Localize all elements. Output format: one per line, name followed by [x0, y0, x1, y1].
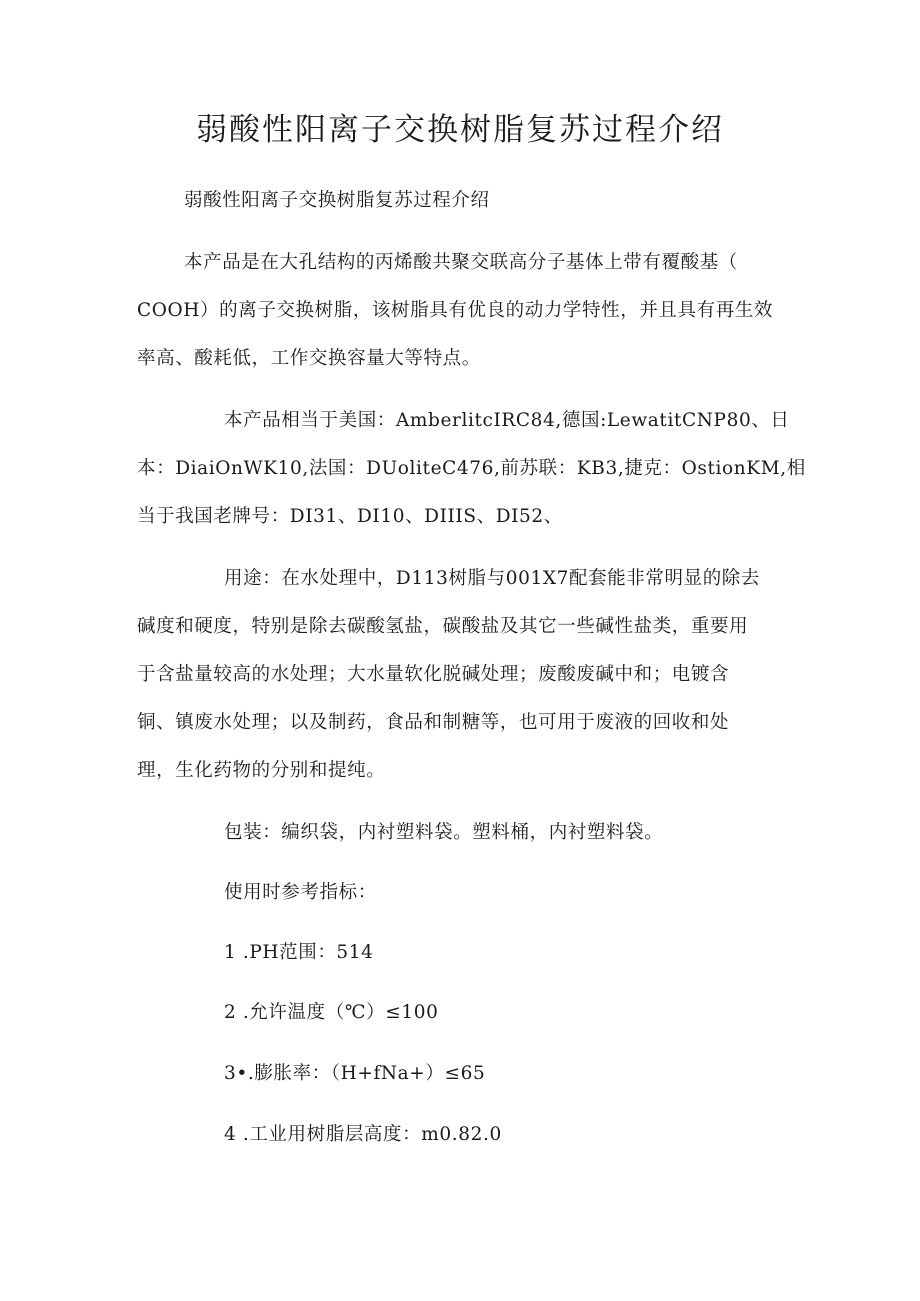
usage-line-5: 理，生化药物的分别和提纯。	[137, 760, 386, 781]
document-subtitle: 弱酸性阳离子交换树脂复苏过程介绍	[184, 190, 490, 211]
equivalents-line-2: 本：DiaiOnWK10,法国：DUoliteC476,前苏联：KB3,捷克：OstionKM,相	[137, 458, 806, 479]
equivalents-line-3: 当于我国老牌号：DI31、DI10、DIIIS、DI52、	[137, 506, 563, 527]
intro-line-2: COOH）的离子交换树脂，该树脂具有优良的动力学特性，并且具有再生效	[137, 300, 774, 321]
reference-heading: 使用时参考指标：	[224, 882, 377, 903]
indicator-item-4: 4 .工业用树脂层高度：m0.82.0	[224, 1124, 502, 1145]
intro-line-3: 率高、酸耗低，工作交换容量大等特点。	[137, 348, 481, 369]
equivalents-line-1: 本产品相当于美国：AmberlitcIRC84,德国:LewatitCNP80、日	[224, 410, 790, 431]
usage-line-1: 用途：在水处理中，D113树脂与001X7配套能非常明显的除去	[224, 568, 760, 589]
packaging-text: 包装：编织袋，内衬塑料袋。塑料桶，内衬塑料袋。	[224, 822, 664, 843]
indicator-item-1: 1 .PH范围：514	[224, 942, 374, 963]
document-title: 弱酸性阳离子交换树脂复苏过程介绍	[196, 112, 724, 148]
indicator-item-2: 2 .允许温度（℃）≤100	[224, 1002, 439, 1023]
intro-line-1: 本产品是在大孔结构的丙烯酸共聚交联高分子基体上带有覆酸基（	[184, 252, 738, 273]
usage-line-3: 于含盐量较高的水处理；大水量软化脱碱处理；废酸废碱中和；电镀含	[137, 664, 730, 685]
indicator-item-3: 3•.膨胀率：（H+fNa+）≤65	[224, 1063, 486, 1084]
usage-line-4: 铜、镇废水处理；以及制药，食品和制糖等，也可用于废液的回收和处	[137, 712, 730, 733]
usage-line-2: 碱度和硬度，特别是除去碳酸氢盐，碳酸盐及其它一些碱性盐类，重要用	[137, 616, 749, 637]
